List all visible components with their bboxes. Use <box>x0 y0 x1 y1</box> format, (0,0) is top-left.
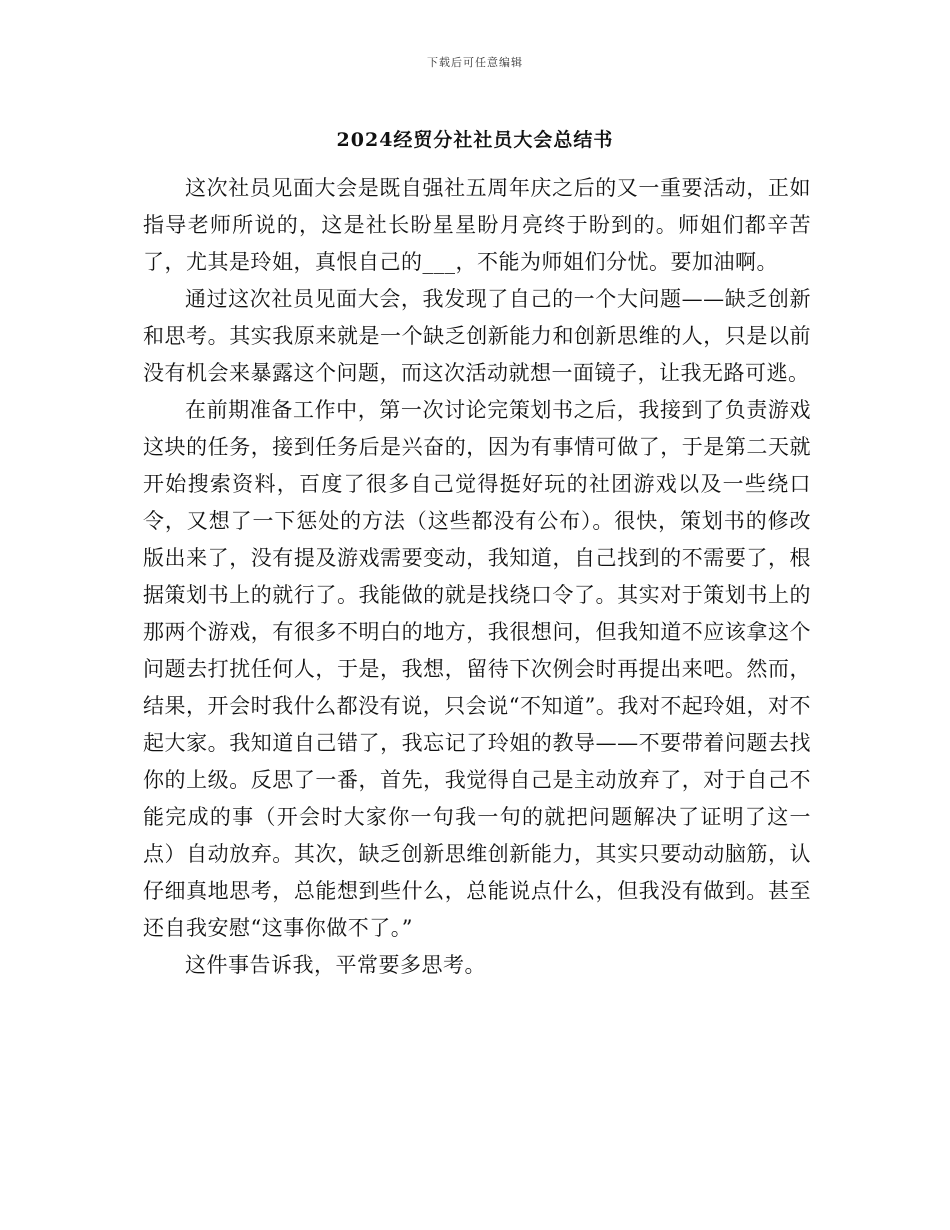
document-body <box>143 170 811 984</box>
paragraph-2: 通过这次社员见面大会，我发现了自己的一个大问题——缺乏创新和思考。其实我原来就是一个缺乏创新能力和创新思维的人，只是以前没有机会来暴露这个问题，而这次活动就想一面镜子，让我无路可逃。 <box>143 287 811 385</box>
paragraph-1: 这次社员见面大会是既自强社五周年庆之后的又一重要活动，正如指导老师所说的，这是社长盼星星盼月亮终于盼到的。师姐们都辛苦了，尤其是玲姐，真恨自己的___，不能为师姐们分忧。要加油啊。 <box>143 176 811 274</box>
paragraph-4: 这件事告诉我，平常要多思考。 <box>185 953 486 977</box>
paragraph-3: 在前期准备工作中，第一次讨论完策划书之后，我接到了负责游戏这块的任务，接到任务后是兴奋的，因为有事情可做了，于是第二天就开始搜索资料，百度了很多自己觉得挺好玩的社团游戏以及一些绕口令，又想了一下惩处的方法（这些都没有公布）。很快，策划书的修改版出来了，没有提及游戏需要变动，我知道，自己找到的不需要了，根据策划书上的就行了。我能做的就是找绕口令了。其实对于策划书上的那两个游戏，有很多不明白的地方，我很想问，但我知道不应该拿这个问题去打扰任何人，于是，我想，留待下次例会时再提出来吧。然而，结果，开会时我什么都没有说，只会说“不知道”。我对不起玲姐，对不起大家。我知道自己错了，我忘记了玲姐的教导——不要带着问题去找你的上级。反思了一番，首先，我觉得自己是主动放弃了，对于自己不能完成的事（开会时大家你一句我一句的就把问题解决了证明了这一点）自动放弃。其次，缺乏创新思维创新能力，其实只要动动脑筋，认仔细真地思考，总能想到些什么，总能说点什么，但我没有做到。甚至还自我安慰“这事你做不了。” <box>143 398 811 940</box>
document-title: 2024经贸分社社员大会总结书 <box>336 129 614 151</box>
header-note: 下载后可任意编辑 <box>427 56 523 69</box>
